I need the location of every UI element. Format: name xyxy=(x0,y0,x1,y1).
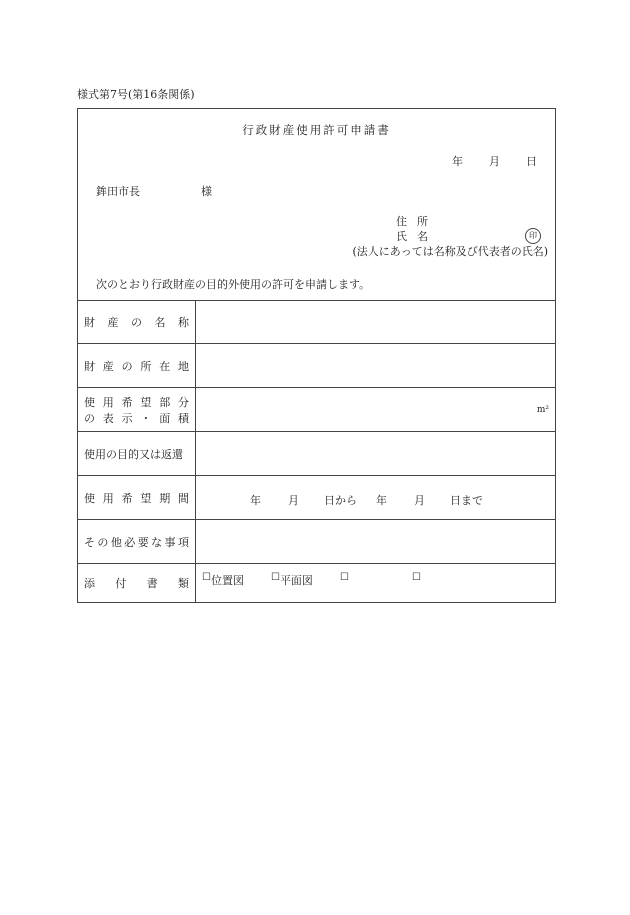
label-purpose-text: 使用の目的又は返還 xyxy=(84,447,183,461)
row-usage-area xyxy=(78,388,555,432)
period-text xyxy=(250,492,483,508)
form-title: 行政財産使用許可申請書 xyxy=(242,123,391,137)
value-usage-area[interactable] xyxy=(196,388,555,431)
label-other xyxy=(78,520,196,563)
form-id: 様式第7号(第16条関係) xyxy=(77,88,195,101)
char: 使 xyxy=(84,491,95,505)
char: 要 xyxy=(137,535,149,549)
char: 他 xyxy=(110,535,122,549)
form-header xyxy=(78,109,555,301)
floor-plan-label: 平面図 xyxy=(279,574,313,587)
value-other[interactable] xyxy=(196,520,555,563)
char: 希 xyxy=(121,491,133,505)
char: 事 xyxy=(164,535,176,549)
char: 分 xyxy=(177,395,189,409)
char: の xyxy=(131,315,142,329)
name-label-char-2: 名 xyxy=(417,230,428,243)
day-label: 日 xyxy=(526,155,537,168)
application-form xyxy=(77,108,556,603)
char: 間 xyxy=(177,491,189,505)
char: 示 xyxy=(121,411,133,425)
value-property-location[interactable] xyxy=(196,344,555,387)
char: 面 xyxy=(159,411,171,425)
label-property-name-text xyxy=(84,314,189,330)
checkbox-floor-plan[interactable]: ☐ xyxy=(270,572,280,583)
attachment-options xyxy=(202,572,421,588)
char: 使 xyxy=(84,395,95,409)
row-attachments xyxy=(78,564,555,602)
checkbox-other-1[interactable]: ☐ xyxy=(339,572,349,583)
label-attachments xyxy=(78,564,196,602)
corporate-note: (法人にあっては名称及び代表者の氏名) xyxy=(352,245,548,258)
char: 希 xyxy=(121,395,133,409)
to-day: 日まで xyxy=(450,494,483,507)
date-line xyxy=(452,153,537,169)
label-usage-area-line1 xyxy=(84,394,189,410)
value-purpose[interactable] xyxy=(196,432,555,475)
addressee: 鉾田市長 xyxy=(96,185,140,198)
label-other-text xyxy=(84,534,189,550)
from-month: 月 xyxy=(288,494,299,507)
char: そ xyxy=(84,535,95,549)
char: 用 xyxy=(102,395,114,409)
request-text: 次のとおり行政財産の目的外使用の許可を申請します。 xyxy=(96,278,371,291)
row-property-location xyxy=(78,344,555,388)
checkbox-location-map[interactable]: ☐ xyxy=(202,572,211,583)
area-unit: m² xyxy=(536,405,549,415)
char: 期 xyxy=(159,491,171,505)
char: ・ xyxy=(140,411,152,425)
address-label xyxy=(396,213,428,229)
to-month: 月 xyxy=(414,494,425,507)
value-period[interactable] xyxy=(196,476,555,519)
to-year: 年 xyxy=(376,494,387,507)
char: の xyxy=(97,535,109,549)
label-property-location-text xyxy=(84,358,189,374)
char: 部 xyxy=(159,395,171,409)
month-label: 月 xyxy=(489,155,500,168)
label-usage-area-line2 xyxy=(84,410,189,426)
char: 類 xyxy=(177,577,189,590)
honorific: 様 xyxy=(201,185,212,198)
label-period-text xyxy=(84,490,189,506)
char: 名 xyxy=(154,315,166,329)
label-usage-area xyxy=(78,388,196,431)
char: の xyxy=(121,359,133,373)
from-year: 年 xyxy=(250,494,261,507)
char: 地 xyxy=(177,359,189,373)
char: 表 xyxy=(102,411,114,425)
label-property-location xyxy=(78,344,196,387)
char: 必 xyxy=(124,535,136,549)
address-label-char-1: 住 xyxy=(396,215,407,228)
char: 在 xyxy=(159,359,171,373)
char: 財 xyxy=(84,359,95,373)
char: 財 xyxy=(84,315,95,329)
name-label xyxy=(396,228,428,244)
char: の xyxy=(84,411,95,425)
address-label-char-2: 所 xyxy=(417,215,428,228)
label-period xyxy=(78,476,196,519)
from-day: 日から xyxy=(324,494,357,507)
value-property-name[interactable] xyxy=(196,300,555,343)
checkbox-other-2[interactable]: ☐ xyxy=(411,572,421,583)
char: 書 xyxy=(146,577,158,590)
char: 所 xyxy=(140,359,152,373)
row-purpose xyxy=(78,432,555,476)
row-other xyxy=(78,520,555,564)
char: 添 xyxy=(84,577,95,590)
char: 積 xyxy=(177,411,189,425)
name-label-char-1: 氏 xyxy=(396,230,407,243)
value-attachments xyxy=(196,564,555,602)
char: 望 xyxy=(140,395,152,409)
row-property-name xyxy=(78,300,555,344)
label-property-name xyxy=(78,300,196,343)
char: 項 xyxy=(177,535,189,549)
char: 産 xyxy=(102,359,114,373)
location-map-label: 位置図 xyxy=(210,574,244,587)
row-period xyxy=(78,476,555,520)
char: 用 xyxy=(102,491,114,505)
label-purpose xyxy=(78,432,196,475)
year-label: 年 xyxy=(452,155,463,168)
char: 望 xyxy=(140,491,152,505)
seal-mark: 印 xyxy=(525,228,541,244)
label-attachments-text xyxy=(84,575,189,591)
char: 称 xyxy=(178,315,189,329)
char: 産 xyxy=(107,315,119,329)
char: な xyxy=(151,535,163,549)
char: 付 xyxy=(115,577,127,590)
